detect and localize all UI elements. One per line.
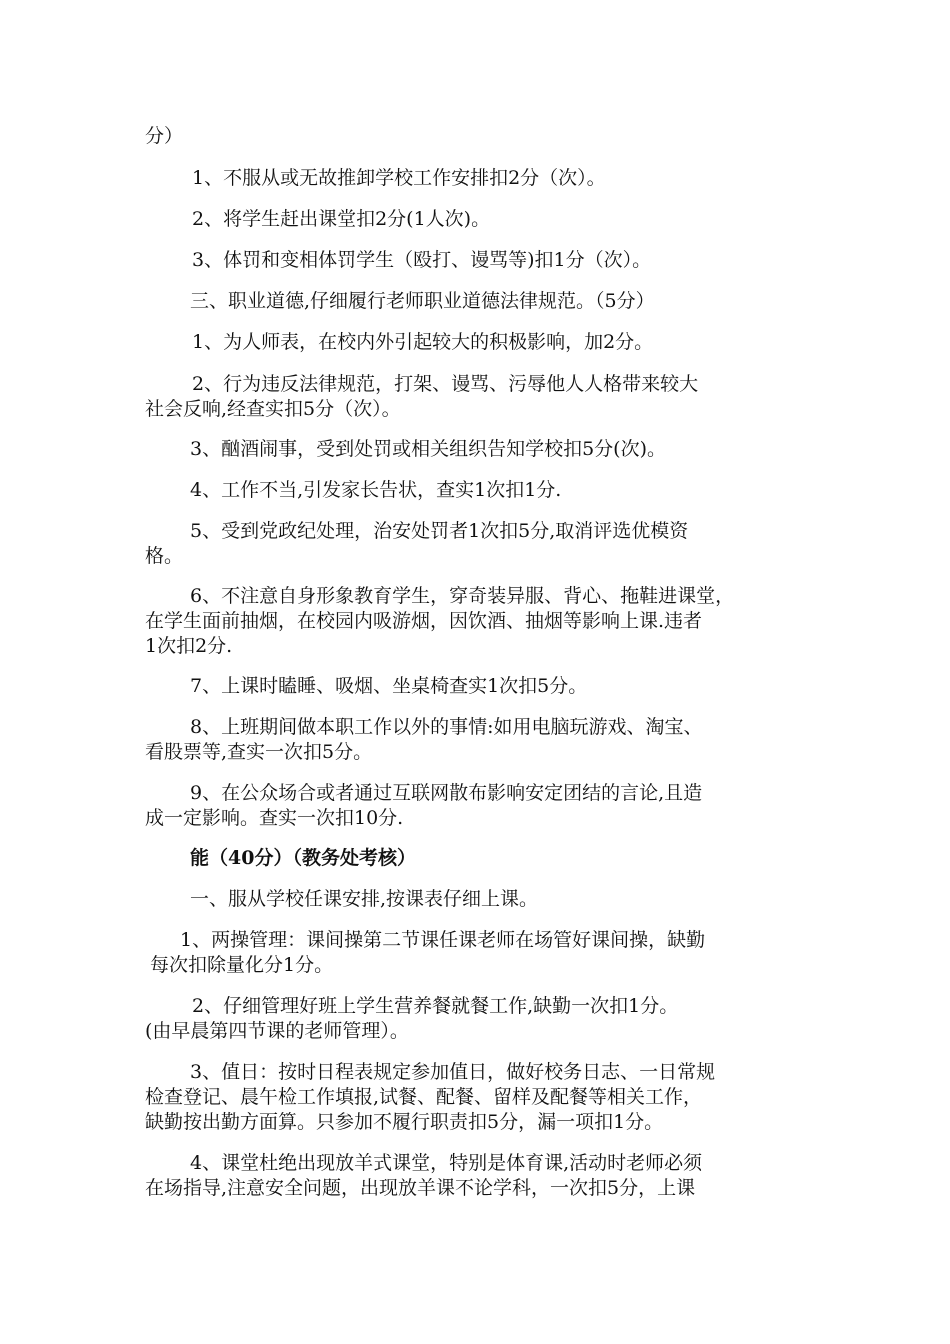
text-line: 7、上课时瞌睡、吸烟、坐桌椅查实1次扣5分。 xyxy=(190,675,588,697)
text-line: 4、课堂杜绝出现放羊式课堂，特别是体育课,活动时老师必须 xyxy=(190,1152,703,1174)
text-line: 在场指导,注意安全问题，出现放羊课不论学科，一次扣5分，上课 xyxy=(145,1177,696,1199)
text-line: 9、在公众场合或者通过互联网散布影响安定团结的言论,且造 xyxy=(190,782,703,804)
text-line: 一、服从学校任课安排,按课表仔细上课。 xyxy=(190,888,539,910)
text-line: 1、不服从或无故推卸学校工作安排扣2分（次）。 xyxy=(192,167,606,189)
text-line: 2、仔细管理好班上学生营养餐就餐工作,缺勤一次扣1分。 xyxy=(192,995,679,1017)
text-line: 3、酗酒闹事，受到处罚或相关组织告知学校扣5分(次)。 xyxy=(190,438,667,460)
text-line: 1、两操管理：课间操第二节课任课老师在场管好课间操，缺勤 xyxy=(180,929,706,951)
text-line: 2、行为违反法律规范，打架、谩骂、污辱他人人格带来较大 xyxy=(192,373,699,395)
text-line: 缺勤按出勤方面算。只参加不履行职责扣5分，漏一项扣1分。 xyxy=(145,1111,664,1133)
text-line: 格。 xyxy=(145,545,184,567)
text-line: 社会反响,经查实扣5分（次）。 xyxy=(145,398,401,420)
text-line: 3、值日：按时日程表规定参加值日，做好校务日志、一日常规 xyxy=(190,1061,716,1083)
text-line: 成一定影响。查实一次扣10分. xyxy=(145,807,404,829)
text-line: 2、将学生赶出课堂扣2分(1人次)。 xyxy=(192,208,491,230)
text-line: 1、为人师表，在校内外引起较大的积极影响，加2分。 xyxy=(192,331,654,353)
text-line: 在学生面前抽烟，在校园内吸游烟，因饮酒、抽烟等影响上课.违者 xyxy=(145,610,703,632)
text-line: 5、受到党政纪处理，治安处罚者1次扣5分,取消评选优模资 xyxy=(190,520,689,542)
text-line: 每次扣除量化分1分。 xyxy=(150,954,334,976)
text-line: 分） xyxy=(145,125,184,147)
text-line: 8、上班期间做本职工作以外的事情:如用电脑玩游戏、淘宝、 xyxy=(190,716,703,738)
section-heading: 能（40分）（教务处考核） xyxy=(190,847,416,869)
text-line: 4、工作不当,引发家长告状，查实1次扣1分. xyxy=(190,479,562,501)
text-line: 1次扣2分. xyxy=(145,635,233,657)
text-line: 6、不注意自身形象教育学生，穿奇装异服、背心、拖鞋进课堂， xyxy=(190,585,735,607)
text-line: 看股票等,查实一次扣5分。 xyxy=(145,741,373,763)
text-line: 三、职业道德,仔细履行老师职业道德法律规范。（5分） xyxy=(190,290,655,312)
text-line: 3、体罚和变相体罚学生（殴打、谩骂等)扣1分（次）。 xyxy=(192,249,652,271)
text-line: (由早晨第四节课的老师管理）。 xyxy=(145,1020,409,1042)
text-line: 检查登记、晨午检工作填报,试餐、配餐、留样及配餐等相关工作， xyxy=(145,1086,703,1108)
